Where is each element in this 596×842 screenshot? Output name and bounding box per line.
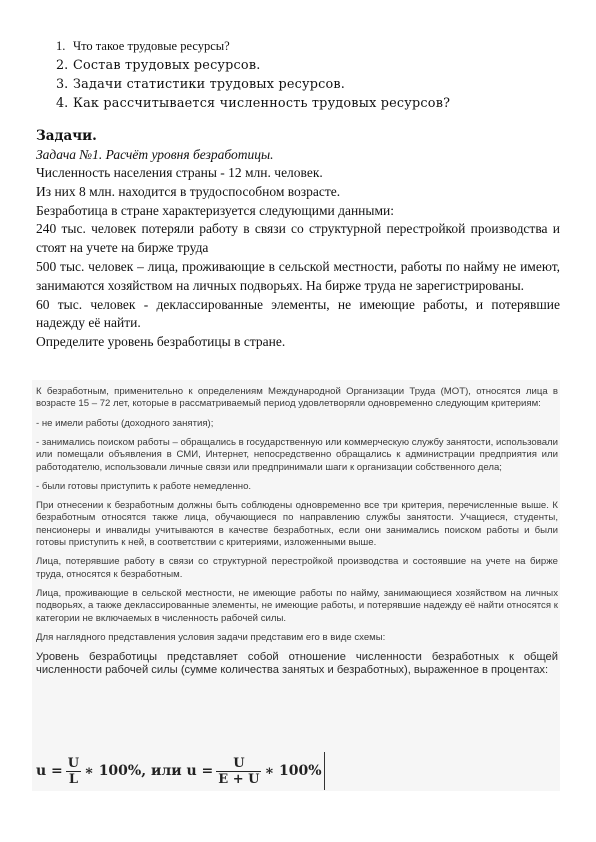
solution-paragraph: - не имели работы (доходного занятия); [36, 417, 214, 429]
questions-list [56, 37, 566, 113]
fraction-denominator: L [68, 771, 79, 787]
task-paragraph: 240 тыс. человек потеряли работу в связи со структурной перестройкой производства и стоят на учете на бирже труда [36, 221, 560, 256]
list-number: 4. [56, 96, 69, 111]
solution-paragraph: К безработным, применительно к определениям Международной Организации Труда (МОТ), относятся лица в возрасте 15 – 72 лет, которые в рассматриваемый период удовлетворяли одновременно следующим критериям: [36, 386, 558, 410]
solution-paragraph: Лица, проживающие в сельской местности, не имеющие работы по найму, занимающиеся хозяйством на личных подворьях, а также деклассированные элементы, не имеющие работы, и потерявшие надежду её найти относятся к категории не включаемых в численность рабочей силы. [36, 588, 558, 624]
question-text: Состав трудовых ресурсов. [73, 58, 261, 73]
task-section [36, 126, 560, 352]
formula-middle: ∗ 100%, или u = [84, 763, 214, 779]
task-paragraph: 60 тыс. человек - деклассированные элементы, не имеющие работы, и потерявшие надежду её найти. [36, 296, 560, 331]
solution-text [36, 386, 558, 684]
solution-paragraph: - были готовы приступить к работе немедленно. [36, 480, 252, 492]
unemployment-formula [36, 750, 325, 792]
formula-fraction [216, 756, 261, 787]
task-paragraph: 500 тыс. человек – лица, проживающие в сельской местности, работы по найму не имеют, занимаются хозяйством на личных подворьях. На бирже труда не зарегистрированы. [36, 258, 560, 293]
fraction-numerator: U [233, 755, 245, 771]
list-number: 3. [56, 77, 69, 92]
question-text: Как рассчитывается численность трудовых ресурсов? [73, 96, 451, 111]
task-paragraph: Из них 8 млн. находится в трудоспособном возрасте. [36, 183, 341, 199]
solution-section [32, 380, 560, 791]
fraction-numerator: U [67, 755, 80, 771]
formula-tail: ∗ 100% [264, 763, 322, 779]
solution-paragraph: - занимались поиском работы – обращались в государственную или коммерческую службу занятости, использовали или помещали объявления в СМИ, Интернет, непосредственно обращались к администрации предприятия или работодателю, использовали личные связи или предпринимали шаги к организации собственного дела; [36, 436, 558, 473]
text-cursor [324, 752, 325, 790]
list-item [56, 75, 566, 94]
solution-paragraph: Для наглядного представления условия задачи представим его в виде схемы: [36, 632, 386, 644]
solution-paragraph: Лица, потерявшие работу в связи со структурной перестройкой производства и состоявшие на учете на бирже труда, относятся к безработным. [36, 556, 558, 580]
fraction-denominator: E + U [218, 771, 260, 787]
section-heading: Задачи. [36, 128, 97, 144]
list-item [56, 37, 566, 56]
task-paragraph: Безработица в стране характеризуется следующими данными: [36, 202, 394, 218]
task-title: Задача №1. Расчёт уровня безработицы. [36, 147, 274, 162]
list-item [56, 56, 566, 75]
formula-fraction [66, 756, 81, 787]
solution-paragraph: При отнесении к безработным должны быть соблюдены одновременно все три критерия, перечисленные выше. К безработным относятся также лица, обучающиеся по направлению службы занятости. Учащиеся, студенты, пенсионеры и инвалиды учитываются в качестве безработных, если они занимались поиском работы и были готовы приступить к ней, в соответствии с критериями, изложенными выше. [36, 500, 558, 549]
list-number: 1. [56, 39, 66, 53]
task-paragraph: Определите уровень безработицы в стране. [36, 334, 286, 350]
task-paragraph: Численность населения страны - 12 млн. человек. [36, 165, 323, 180]
list-number: 2. [56, 58, 69, 73]
formula-lhs: u = [36, 763, 63, 779]
list-item [56, 94, 566, 113]
question-text: Что такое трудовые ресурсы? [73, 39, 230, 53]
question-text: Задачи статистики трудовых ресурсов. [73, 77, 346, 92]
definition-paragraph: Уровень безработицы представляет собой отношение численности безработных к общей численности рабочей силы (сумме количества занятых и безработных), выраженное в процентах: [36, 651, 558, 677]
